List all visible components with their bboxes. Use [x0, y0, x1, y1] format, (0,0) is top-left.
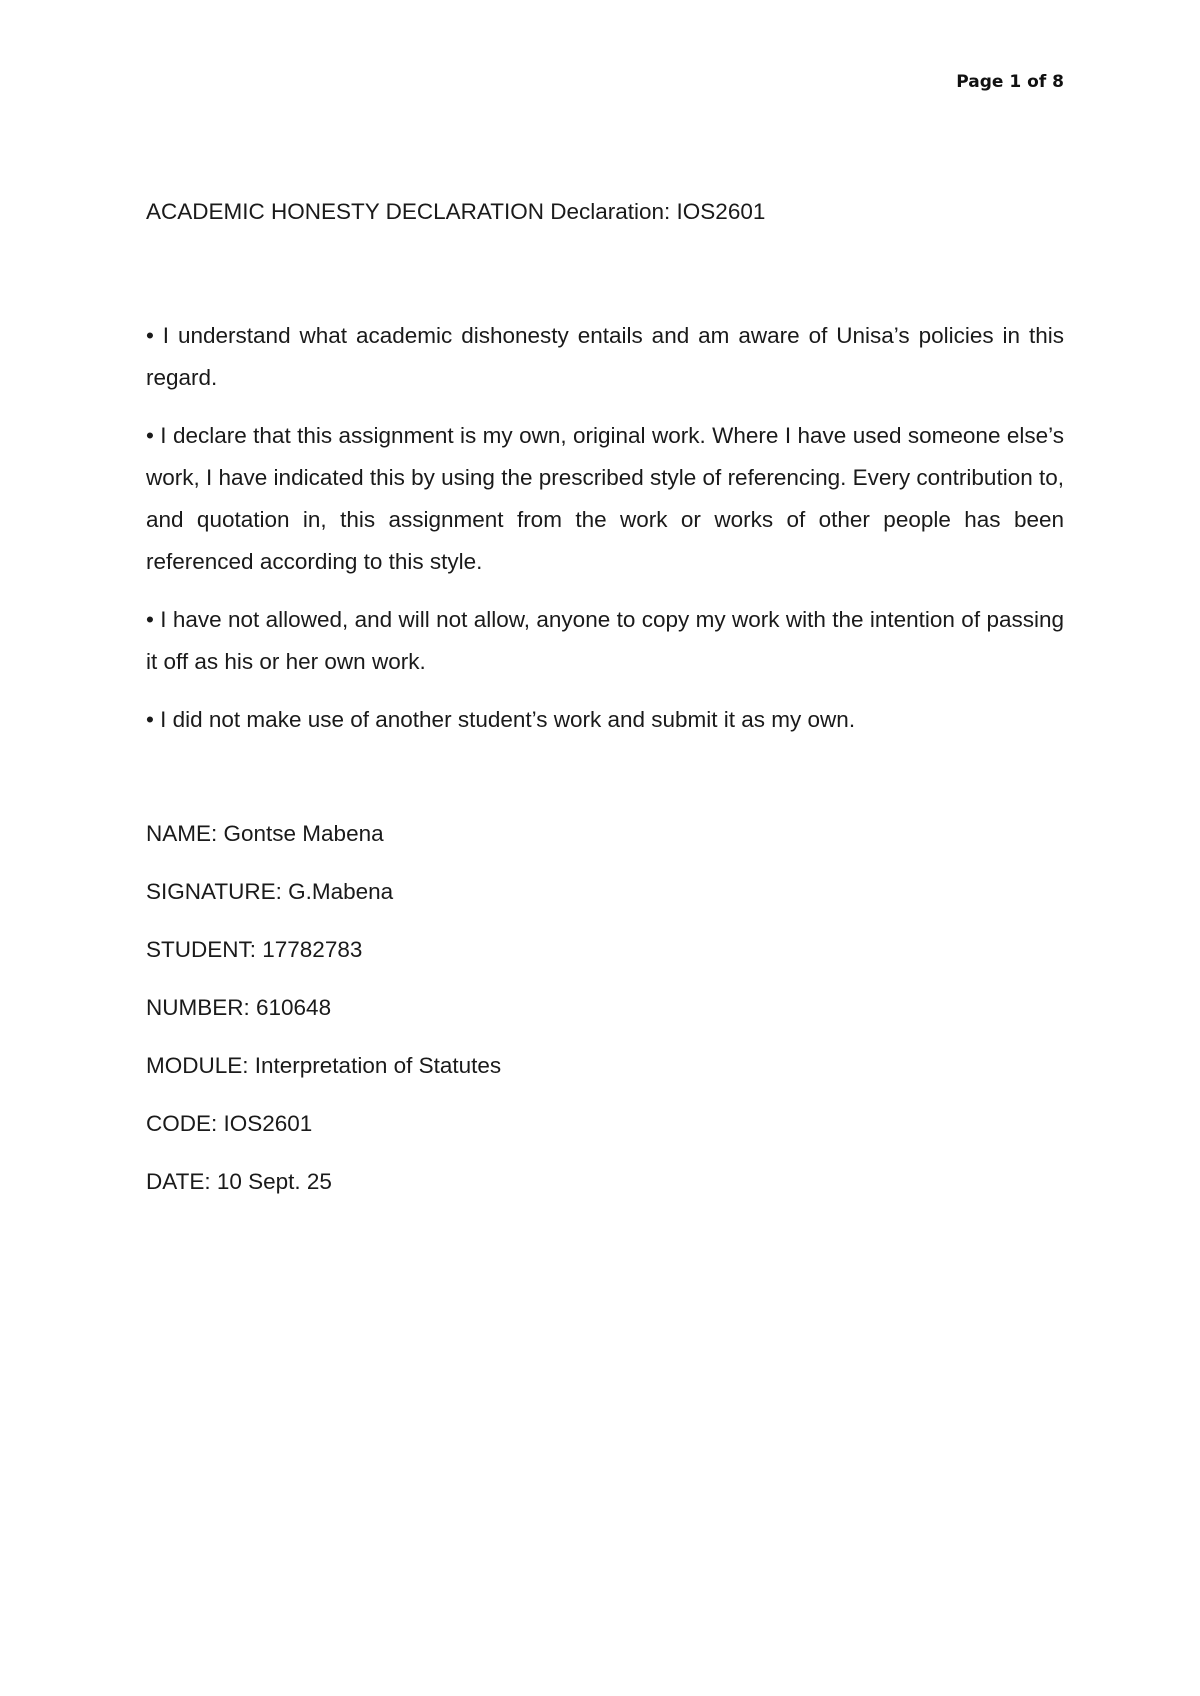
field-name: NAME: Gontse Mabena [146, 821, 384, 846]
page-number-current: 1 [1009, 72, 1022, 92]
field-signature: SIGNATURE: G.Mabena [146, 879, 394, 904]
page-number-label: Page [956, 72, 1004, 92]
page-number-of: of [1027, 72, 1047, 92]
declaration-list [146, 315, 1064, 741]
student-details [146, 813, 1064, 1203]
declaration-item-2: • I declare that this assignment is my own, original work. Where I have used someone else’s work, I have indicated this by using the prescribed style of referencing. Every contribution to, and quotation in, this assignment from the work or works of other people has been referenced according to this style. [146, 423, 1064, 574]
declaration-item-1: • I understand what academic dishonesty entails and am aware of Unisa’s policies in this regard. [146, 323, 1064, 390]
page-number [956, 72, 1064, 92]
page-number-total: 8 [1052, 72, 1064, 92]
field-code: CODE: IOS2601 [146, 1111, 313, 1136]
field-number: NUMBER: 610648 [146, 995, 332, 1020]
declaration-item-3: • I have not allowed, and will not allow, anyone to copy my work with the intention of passing it off as his or her own work. [146, 607, 1064, 674]
document-body [146, 199, 1064, 1219]
field-module: MODULE: Interpretation of Statutes [146, 1053, 502, 1078]
field-date: DATE: 10 Sept. 25 [146, 1169, 332, 1194]
field-student: STUDENT: 17782783 [146, 937, 363, 962]
declaration-item-4: • I did not make use of another student’s work and submit it as my own. [146, 707, 856, 732]
document-title: ACADEMIC HONESTY DECLARATION Declaration: IOS2601 [146, 199, 766, 224]
